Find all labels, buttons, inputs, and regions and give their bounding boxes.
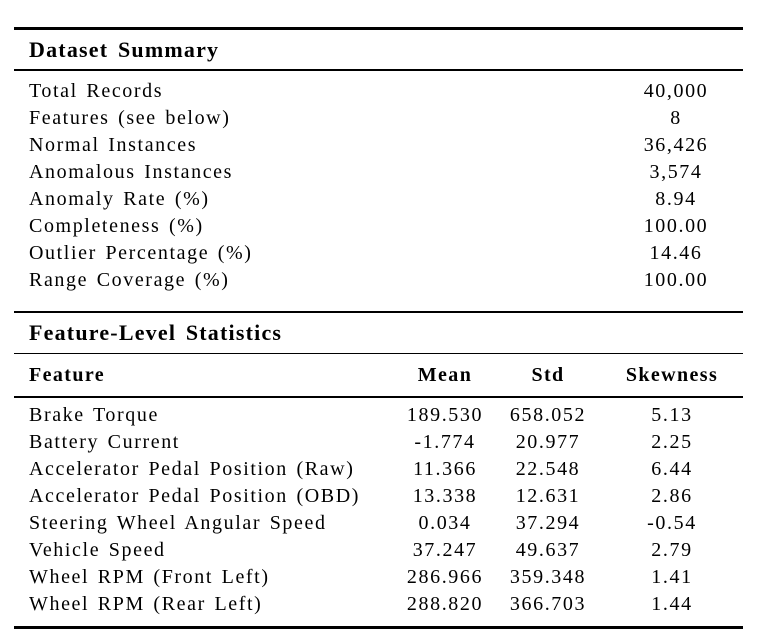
feature-skewness: 1.41 [651,565,693,588]
summary-row [14,267,743,294]
feature-std: 37.294 [515,511,581,534]
feature-mean: 288.820 [406,592,484,615]
feature-name: Wheel RPM (Rear Left) [29,592,263,615]
feature-row [14,537,743,564]
summary-row [14,159,743,186]
summary-row-label: Total Records [29,79,164,102]
feature-name: Steering Wheel Angular Speed [29,511,327,534]
summary-row-label: Outlier Percentage (%) [29,241,253,264]
feature-mean: 286.966 [406,565,484,588]
feature-statistics-body [14,398,743,627]
summary-row-value: 14.46 [649,241,703,264]
feature-row [14,402,743,429]
feature-mean: -1.774 [414,430,476,453]
dataset-summary-table [14,27,743,629]
summary-row [14,105,743,132]
feature-std: 20.977 [515,430,581,453]
feature-std: 366.703 [509,592,587,615]
feature-name: Brake Torque [29,403,159,426]
feature-skewness: 1.44 [651,592,693,615]
summary-row-value: 100.00 [643,268,709,291]
feature-statistics-section-title [14,313,743,353]
summary-row-value: 3,574 [649,160,703,183]
summary-row-value: 40,000 [643,79,709,102]
feature-mean: 0.034 [418,511,472,534]
summary-row [14,186,743,213]
feature-name: Vehicle Speed [29,538,166,561]
summary-row-label: Anomalous Instances [29,160,234,183]
summary-row-label: Features (see below) [29,106,231,129]
feature-name: Wheel RPM (Front Left) [29,565,270,588]
feature-skewness: 2.79 [651,538,693,561]
bottom-rule [14,626,743,629]
feature-std: 658.052 [509,403,587,426]
summary-row [14,132,743,159]
summary-row-label: Normal Instances [29,133,198,156]
feature-mean: 37.247 [412,538,478,561]
feature-row [14,483,743,510]
feature-mean: 13.338 [412,484,478,507]
feature-row [14,456,743,483]
feature-row [14,429,743,456]
column-header-mean: Mean [417,363,473,386]
summary-row-value: 36,426 [643,133,709,156]
feature-skewness: -0.54 [647,511,697,534]
feature-std: 49.637 [515,538,581,561]
feature-std: 22.548 [515,457,581,480]
summary-row-label: Range Coverage (%) [29,268,230,291]
dataset-summary-title-text: Dataset Summary [29,36,220,62]
dataset-summary-section-title [14,30,743,69]
summary-row-label: Anomaly Rate (%) [29,187,210,210]
feature-skewness: 6.44 [651,457,693,480]
feature-row [14,564,743,591]
feature-row [14,591,743,618]
feature-table-column-headers [14,354,743,396]
feature-std: 359.348 [509,565,587,588]
summary-row-label: Completeness (%) [29,214,204,237]
column-header-skewness: Skewness [625,363,719,386]
feature-statistics-title-text: Feature-Level Statistics [29,319,283,345]
feature-std: 12.631 [515,484,581,507]
feature-name: Battery Current [29,430,180,453]
feature-row [14,510,743,537]
column-header-std: Std [531,363,565,386]
column-header-feature: Feature [29,363,106,386]
feature-skewness: 5.13 [651,403,693,426]
feature-name: Accelerator Pedal Position (Raw) [29,457,355,480]
summary-row-value: 8 [670,106,682,129]
feature-name: Accelerator Pedal Position (OBD) [29,484,361,507]
feature-mean: 189.530 [406,403,484,426]
summary-row [14,78,743,105]
feature-mean: 11.366 [413,457,477,480]
dataset-summary-body [14,71,743,311]
summary-row-value: 100.00 [643,214,709,237]
summary-row-value: 8.94 [655,187,697,210]
feature-skewness: 2.86 [651,484,693,507]
feature-skewness: 2.25 [651,430,693,453]
summary-row [14,240,743,267]
summary-row [14,213,743,240]
